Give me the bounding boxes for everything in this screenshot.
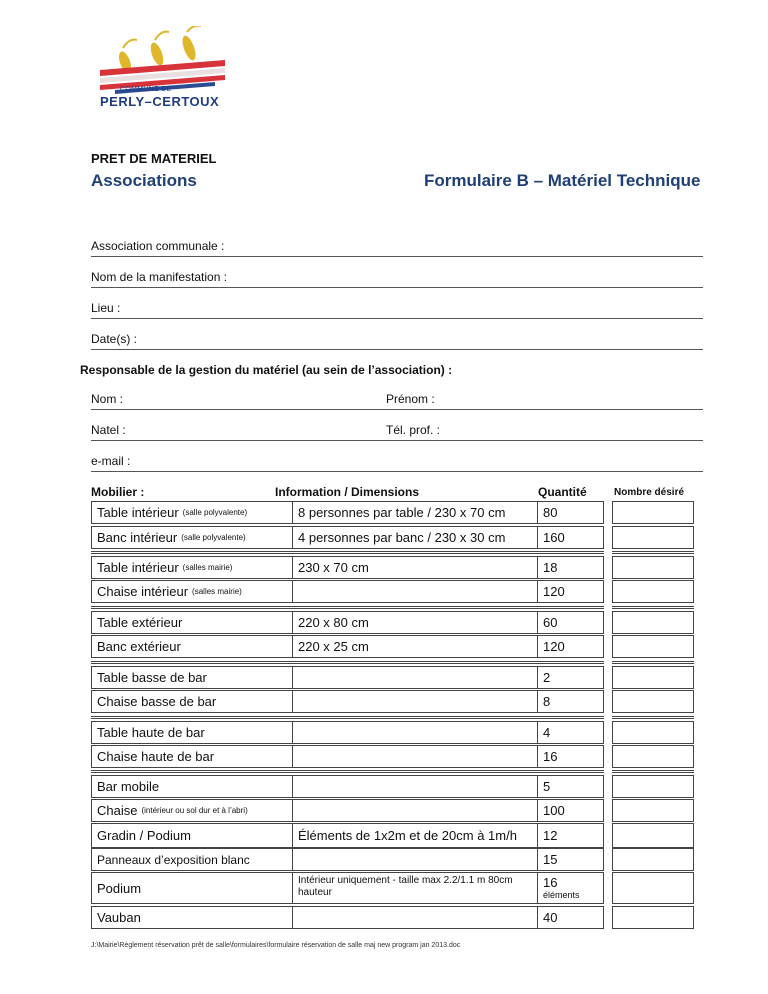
- table-row: [91, 848, 604, 871]
- group-divider: [612, 606, 694, 609]
- item-quantity: 120: [543, 584, 565, 599]
- item-name: Podium: [97, 880, 142, 896]
- table-row: [91, 580, 604, 603]
- item-quantity: 2: [543, 670, 551, 685]
- table-row: [91, 775, 604, 798]
- footer-path: J:\Mairie\Règlement réservation prêt de salle\formulaires\formulaire réservation de salle maj new program jan 2013.doc: [91, 942, 461, 949]
- nombre-desire-input[interactable]: [612, 666, 694, 689]
- item-name: Table extérieur: [97, 615, 183, 630]
- table-row: [91, 690, 604, 713]
- table-row: [91, 799, 604, 822]
- nombre-desire-input[interactable]: [612, 745, 694, 768]
- table-row: [91, 556, 604, 579]
- item-quantity-cell: [537, 581, 605, 602]
- prenom-label: Prénom :: [386, 392, 435, 406]
- header-nombre-desire: Nombre désiré: [614, 487, 685, 498]
- header-quantite: Quantité: [538, 485, 587, 499]
- item-quantity-cell: [537, 691, 605, 712]
- item-name-cell: [92, 557, 292, 578]
- item-name: Banc intérieur: [97, 530, 178, 545]
- item-name-cell: [92, 667, 292, 688]
- item-name-cell: [92, 722, 292, 743]
- nombre-desire-input[interactable]: [612, 526, 694, 549]
- nombre-desire-input[interactable]: [612, 799, 694, 822]
- group-divider: [91, 716, 604, 719]
- group-divider: [612, 551, 694, 554]
- item-quantity-cell: [537, 746, 605, 767]
- group-divider: [91, 606, 604, 609]
- nombre-desire-input[interactable]: [612, 690, 694, 713]
- item-name-cell: [92, 636, 292, 657]
- item-quantity: 40: [543, 910, 558, 925]
- table-row: [91, 611, 604, 634]
- item-info: [292, 722, 537, 743]
- item-info: [292, 746, 537, 767]
- item-quantity-cell: [537, 636, 605, 657]
- item-quantity-cell: [537, 722, 605, 743]
- item-info: 220 x 25 cm: [292, 636, 537, 657]
- item-note: (intérieur ou sol dur et à l’abri): [141, 806, 248, 815]
- item-quantity: 160: [543, 530, 565, 545]
- item-name: Chaise intérieur: [97, 584, 189, 599]
- item-info: [292, 907, 537, 928]
- item-name: Table haute de bar: [97, 725, 205, 740]
- item-info: [292, 849, 537, 870]
- table-row: [91, 745, 604, 768]
- item-name: Banc extérieur: [97, 639, 181, 654]
- table-row: [91, 823, 604, 848]
- item-note: (salles mairie): [192, 587, 242, 596]
- group-divider: [91, 551, 604, 554]
- item-name-cell: [92, 907, 292, 928]
- item-name: Chaise haute de bar: [97, 749, 215, 764]
- table-row: [91, 906, 604, 929]
- group-divider: [612, 661, 694, 664]
- header-info: Information / Dimensions: [275, 485, 420, 499]
- item-name: Panneaux d’exposition blanc: [97, 852, 250, 867]
- item-info: 8 personnes par table / 230 x 70 cm: [292, 502, 537, 523]
- nombre-desire-input[interactable]: [612, 721, 694, 744]
- item-quantity: 8: [543, 694, 551, 709]
- item-quantity-cell: [537, 907, 605, 928]
- item-info: Intérieur uniquement - taille max 2.2/1.1 m 80cm hauteur: [292, 873, 537, 903]
- table-row: [91, 635, 604, 658]
- table-row: [91, 666, 604, 689]
- lieu-label: Lieu :: [91, 301, 121, 315]
- item-quantity: 4: [543, 725, 551, 740]
- item-name: Table basse de bar: [97, 670, 207, 685]
- item-quantity-cell: [537, 824, 605, 847]
- item-name-cell: [92, 800, 292, 821]
- manifestation-field[interactable]: [91, 267, 703, 288]
- email-label: e-mail :: [91, 454, 131, 468]
- item-quantity-cell: [537, 502, 605, 523]
- item-info: [292, 776, 537, 797]
- item-quantity: 12: [543, 828, 558, 843]
- item-quantity: 16: [543, 875, 558, 890]
- association-label: Association communale :: [91, 239, 225, 253]
- item-info: 4 personnes par banc / 230 x 30 cm: [292, 527, 537, 548]
- item-name-cell: [92, 746, 292, 767]
- item-quantity-cell: [537, 557, 605, 578]
- pret-heading: PRET DE MATERIEL: [91, 151, 217, 166]
- nombre-desire-input[interactable]: [612, 501, 694, 524]
- item-quantity: 60: [543, 615, 558, 630]
- nom-label: Nom :: [91, 392, 124, 406]
- item-name: Gradin / Podium: [97, 828, 191, 843]
- item-quantity-cell: [537, 800, 605, 821]
- table-row: [91, 501, 604, 524]
- group-divider: [91, 661, 604, 664]
- item-name-cell: [92, 849, 292, 870]
- associations-heading: Associations: [91, 171, 197, 190]
- item-name: Chaise: [97, 803, 138, 818]
- association-field[interactable]: [91, 236, 703, 257]
- tel-label: Tél. prof. :: [386, 423, 441, 437]
- item-note: (salle polyvalente): [181, 533, 246, 542]
- nombre-desire-input[interactable]: [612, 823, 694, 848]
- item-info: [292, 800, 537, 821]
- item-name-cell: [92, 581, 292, 602]
- item-quantity: 18: [543, 560, 558, 575]
- email-field[interactable]: [91, 451, 703, 472]
- nom-field[interactable]: [91, 389, 381, 410]
- item-name-cell: [92, 691, 292, 712]
- item-info: Éléments de 1x2m et de 20cm à 1m/h: [292, 824, 537, 847]
- responsable-heading: Responsable de la gestion du matériel (au sein de l’association) :: [80, 363, 453, 377]
- nombre-desire-input[interactable]: [612, 580, 694, 603]
- item-info: 220 x 80 cm: [292, 612, 537, 633]
- item-note: (salles mairie): [182, 563, 233, 572]
- item-quantity: 16: [543, 749, 558, 764]
- nombre-desire-input[interactable]: [612, 872, 694, 904]
- nombre-desire-input[interactable]: [612, 556, 694, 579]
- nombre-desire-input[interactable]: [612, 611, 694, 634]
- manifestation-label: Nom de la manifestation :: [91, 270, 228, 284]
- item-info: [292, 581, 537, 602]
- dates-field[interactable]: [91, 329, 703, 350]
- dates-label: Date(s) :: [91, 332, 138, 346]
- logo-subtitle: COMMUNE DE: [120, 86, 172, 93]
- item-quantity: 80: [543, 505, 558, 520]
- group-divider: [612, 716, 694, 719]
- item-name: Chaise basse de bar: [97, 694, 217, 709]
- nombre-desire-input[interactable]: [612, 775, 694, 798]
- item-quantity: 120: [543, 639, 565, 654]
- item-name: Bar mobile: [97, 779, 160, 794]
- nombre-desire-input[interactable]: [612, 635, 694, 658]
- item-quantity-cell: [537, 612, 605, 633]
- item-note: (salle polyvalente): [182, 508, 248, 517]
- item-quantity: 15: [543, 852, 558, 867]
- item-name: Table intérieur: [97, 505, 179, 520]
- item-info: [292, 691, 537, 712]
- item-quantity-note: éléments: [543, 890, 580, 900]
- item-quantity: 5: [543, 779, 551, 794]
- item-name-cell: [92, 824, 292, 847]
- item-quantity: 100: [543, 803, 565, 818]
- natel-field[interactable]: [91, 420, 381, 441]
- prenom-field[interactable]: [381, 389, 703, 410]
- item-name: Table intérieur: [97, 560, 179, 575]
- item-name: Vauban: [97, 910, 141, 925]
- item-info: 230 x 70 cm: [292, 557, 537, 578]
- logo-title: PERLY–CERTOUX: [100, 94, 220, 109]
- item-quantity-cell: [537, 776, 605, 797]
- table-row: [91, 872, 604, 904]
- item-name-cell: [92, 873, 292, 903]
- natel-label: Natel :: [91, 423, 126, 437]
- nombre-desire-input[interactable]: [612, 906, 694, 929]
- item-quantity-cell: [537, 873, 605, 903]
- group-divider: [612, 770, 694, 773]
- item-name-cell: [92, 612, 292, 633]
- header-mobilier: Mobilier :: [91, 485, 145, 499]
- item-quantity-cell: [537, 667, 605, 688]
- item-name-cell: [92, 776, 292, 797]
- item-info: [292, 667, 537, 688]
- item-quantity-cell: [537, 849, 605, 870]
- nombre-desire-input[interactable]: [612, 848, 694, 871]
- table-row: [91, 526, 604, 549]
- table-row: [91, 721, 604, 744]
- tel-field[interactable]: [381, 420, 703, 441]
- form-title: Formulaire B – Matériel Technique: [424, 171, 701, 190]
- item-name-cell: [92, 502, 292, 523]
- group-divider: [91, 770, 604, 773]
- item-name-cell: [92, 527, 292, 548]
- lieu-field[interactable]: [91, 298, 703, 319]
- item-quantity-cell: [537, 527, 605, 548]
